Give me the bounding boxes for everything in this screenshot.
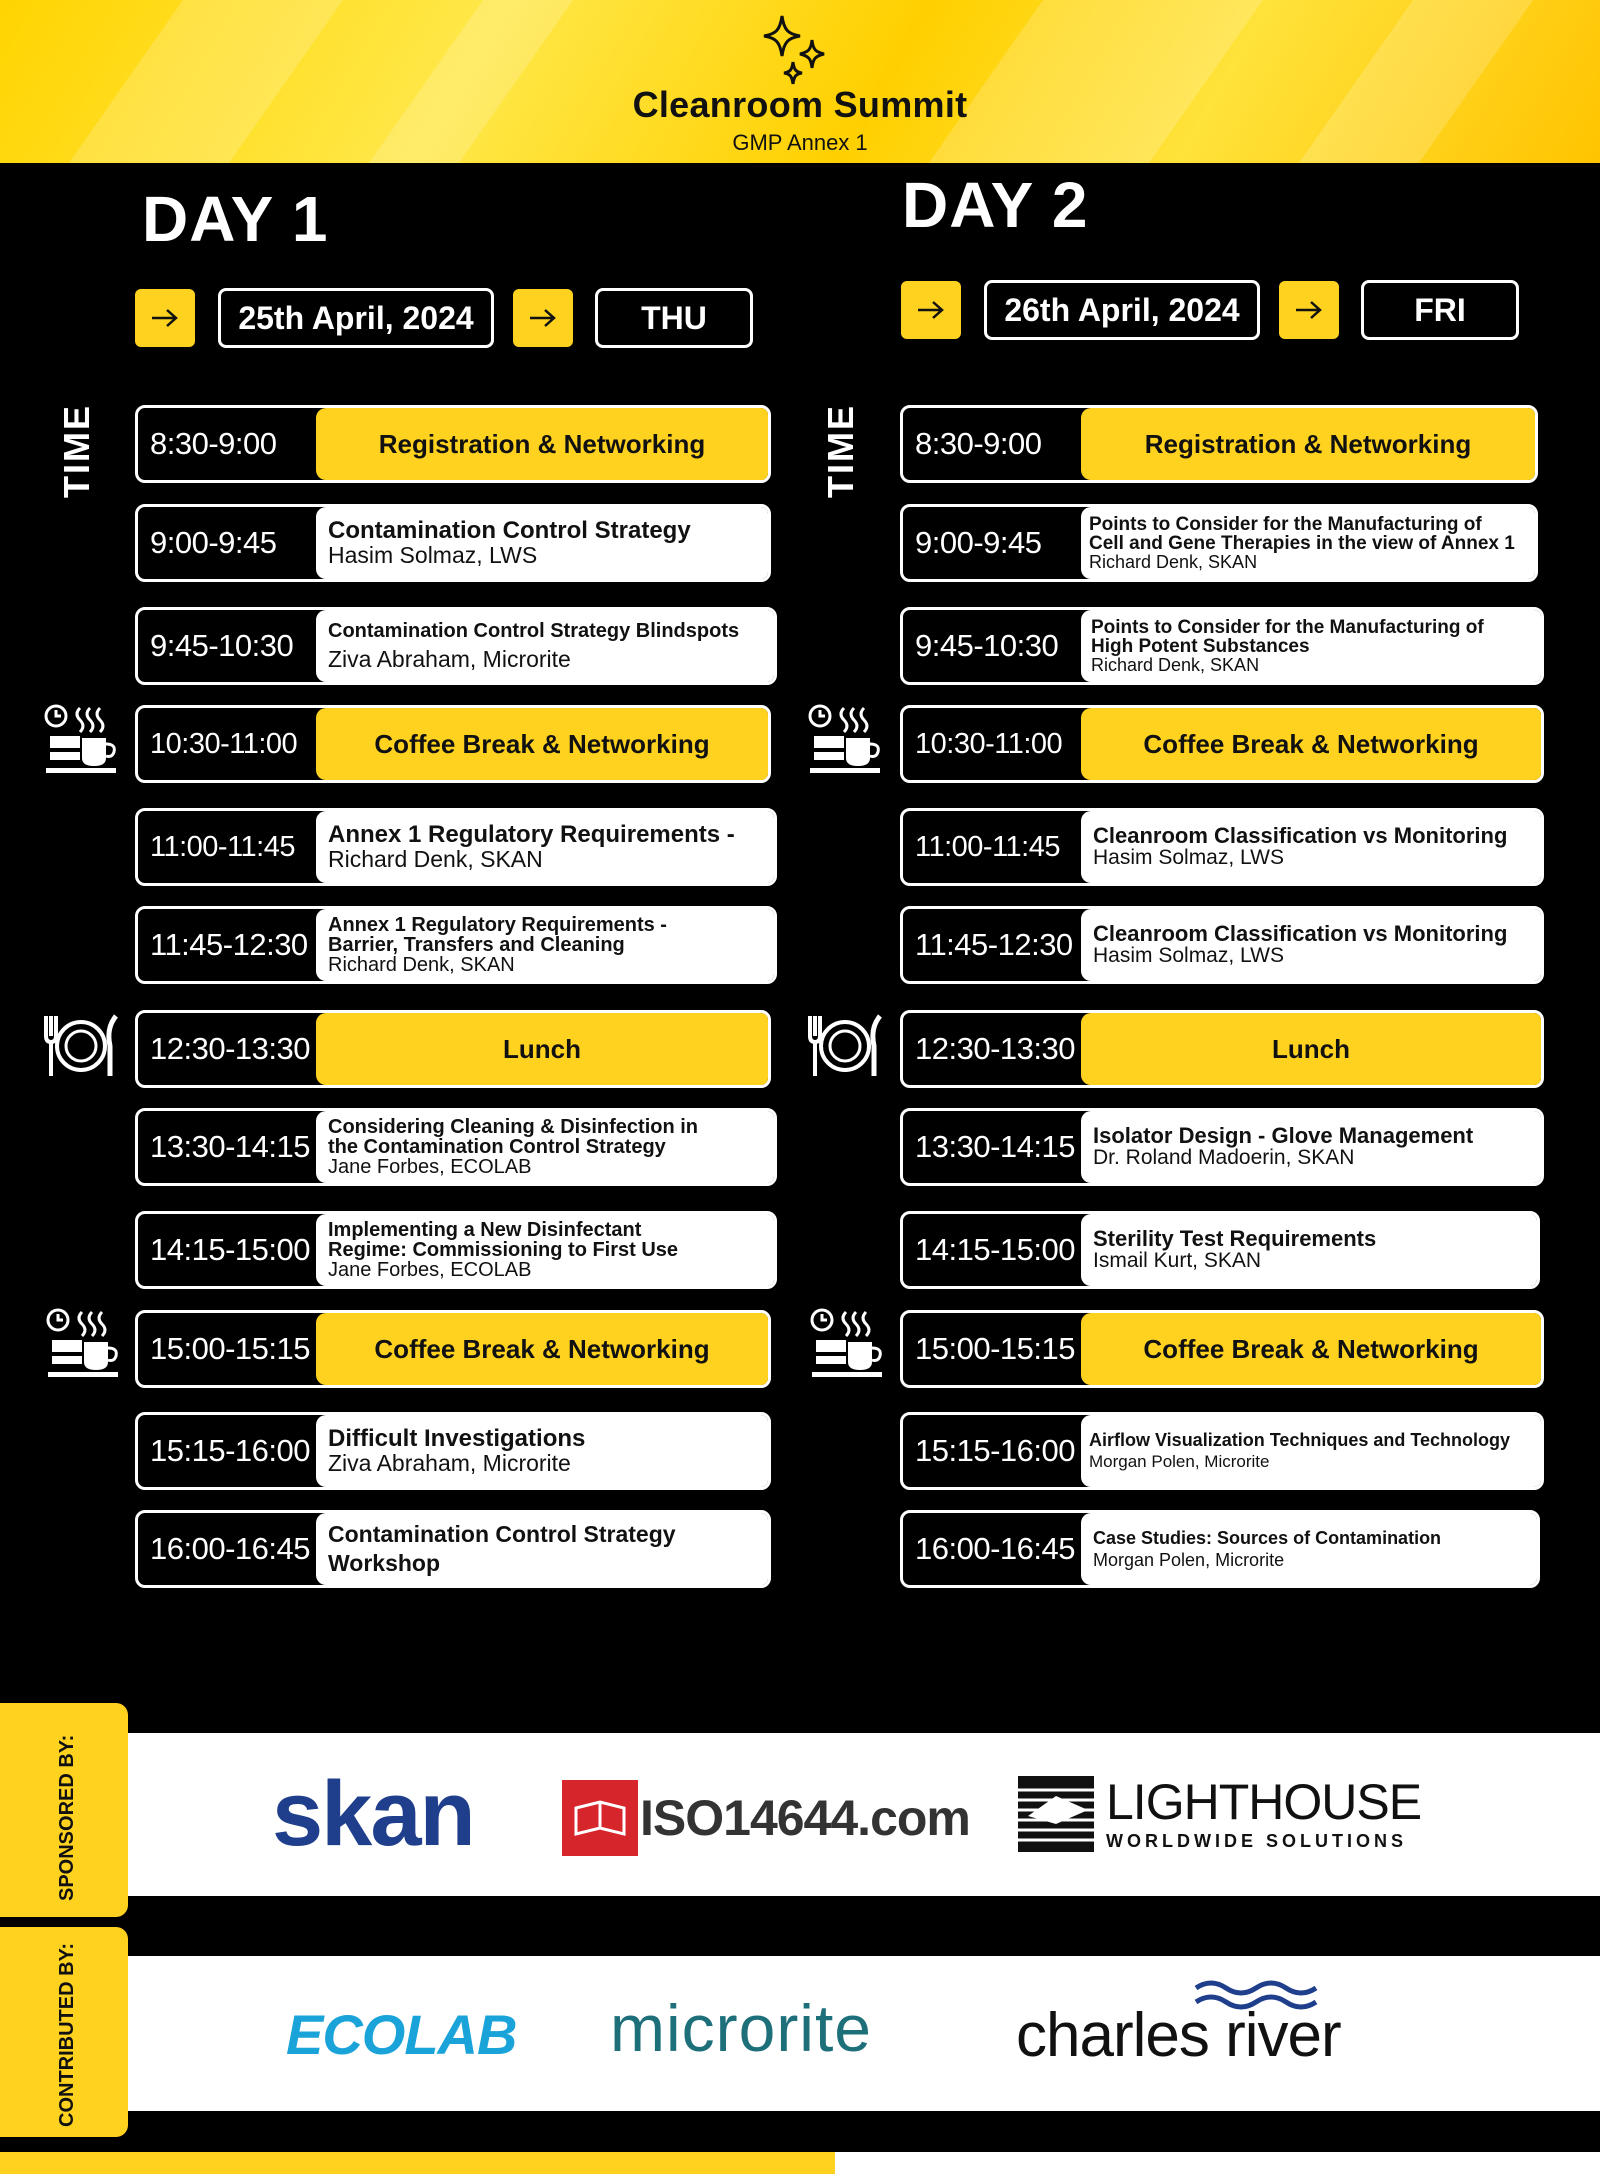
session-row: [900, 1310, 1544, 1388]
session-title: Lunch: [503, 1034, 581, 1064]
lighthouse-subtext: WORLDWIDE SOLUTIONS: [1106, 1830, 1407, 1851]
session-time: 9:00-9:45: [150, 525, 277, 560]
session-row: [135, 1211, 777, 1289]
session-title: Considering Cleaning & Disinfection in: [328, 1115, 699, 1138]
session-row: [135, 705, 771, 783]
session-row: [135, 1310, 771, 1388]
session-row: [135, 1510, 771, 1588]
lighthouse-text: LIGHTHOUSE: [1106, 1773, 1422, 1830]
coffee-icon: [44, 1306, 120, 1382]
session-time: 9:45-10:30: [150, 628, 294, 663]
sponsored-label: SPONSORED BY:: [56, 1734, 78, 1901]
session-title: Coffee Break & Networking: [374, 729, 710, 759]
session-time: 12:30-13:30: [150, 1031, 310, 1066]
session-speaker: Hasim Solmaz, LWS: [1093, 943, 1284, 967]
session-time: 15:00-15:15: [915, 1331, 1075, 1366]
session-title: Points to Consider for the Manufacturing of: [1089, 513, 1482, 535]
bottom-white-bar: [835, 2152, 1600, 2174]
iso14644-logo: [562, 1780, 970, 1856]
cutlery-icon: [804, 1010, 886, 1082]
session-title: Cleanroom Classification vs Monitoring: [1093, 822, 1508, 848]
session-title-line-2: Workshop: [328, 1550, 441, 1576]
session-time: 13:30-14:15: [915, 1129, 1075, 1164]
session-speaker: Morgan Polen, Microrite: [1093, 1549, 1285, 1570]
session-row: [900, 1510, 1540, 1588]
session-row: [900, 705, 1544, 783]
session-time: 10:30-11:00: [150, 727, 298, 760]
session-row: [900, 906, 1544, 984]
day-2-title: DAY 2: [902, 169, 1089, 241]
session-title: Cleanroom Classification vs Monitoring: [1093, 920, 1508, 946]
session-row: [135, 504, 771, 582]
session-title-line-2: Barrier, Transfers and Cleaning: [328, 933, 625, 956]
skan-logo: skan: [272, 1763, 474, 1865]
session-time: 12:30-13:30: [915, 1031, 1075, 1066]
session-row: [900, 405, 1538, 483]
arrow-right-icon: [135, 289, 195, 347]
session-title: Contamination Control Strategy: [328, 516, 691, 544]
session-row: [135, 808, 777, 886]
session-speaker: Richard Denk, SKAN: [1091, 654, 1260, 675]
session-speaker: Richard Denk, SKAN: [328, 845, 543, 872]
day-1-weekday: THU: [595, 288, 753, 348]
session-title: Airflow Visualization Techniques and Technology: [1089, 1430, 1511, 1451]
session-speaker: Ziva Abraham, Microrite: [328, 645, 571, 672]
session-title: Lunch: [1272, 1034, 1350, 1064]
session-title: Annex 1 Regulatory Requirements -: [328, 820, 735, 848]
session-time: 9:45-10:30: [915, 628, 1059, 663]
ecolab-logo: ECOLAB: [286, 2003, 517, 2066]
session-title: Sterility Test Requirements: [1093, 1225, 1377, 1251]
time-label: TIME: [56, 404, 97, 498]
session-title: Contamination Control Strategy Blindspots: [328, 619, 740, 642]
session-time: 15:15-16:00: [150, 1433, 310, 1468]
day-1-date: 25th April, 2024: [218, 288, 494, 348]
cutlery-icon: [40, 1010, 122, 1082]
arrow-right-icon: [901, 281, 961, 339]
session-time: 14:15-15:00: [150, 1232, 310, 1267]
session-row: [135, 607, 777, 685]
coffee-icon: [808, 1306, 884, 1382]
iso14644-text: ISO14644.com: [640, 1790, 970, 1846]
session-row: [135, 906, 777, 984]
sparkle-icon: [760, 10, 840, 88]
session-title: Annex 1 Regulatory Requirements -: [328, 913, 667, 936]
session-row: [900, 1010, 1544, 1088]
session-speaker: Hasim Solmaz, LWS: [1093, 845, 1284, 869]
event-subtitle: GMP Annex 1: [732, 130, 868, 155]
session-title: Isolator Design - Glove Management: [1093, 1122, 1474, 1148]
session-row: [900, 1108, 1544, 1186]
session-speaker: Morgan Polen, Microrite: [1089, 1452, 1270, 1472]
session-row: [135, 1412, 771, 1490]
session-time: 15:00-15:15: [150, 1331, 310, 1366]
session-row: [900, 808, 1544, 886]
session-row: [135, 405, 771, 483]
arrow-right-icon: [513, 289, 573, 347]
header-banner: [0, 0, 1600, 163]
day-1-title: DAY 1: [142, 183, 329, 255]
iso-book-icon: [562, 1780, 638, 1856]
bottom-accent-bar: [0, 2152, 835, 2174]
charles-river-logo: [1016, 1976, 1341, 2071]
contributed-tab: [0, 1927, 128, 2137]
session-title-line-2: Cell and Gene Therapies in the view of Annex 1: [1089, 532, 1515, 554]
sponsored-tab: [0, 1703, 128, 1917]
session-time: 11:00-11:45: [150, 830, 295, 863]
session-time: 9:00-9:45: [915, 525, 1042, 560]
event-title: Cleanroom Summit: [632, 84, 968, 125]
session-time: 11:45-12:30: [150, 927, 308, 962]
microrite-logo: microrite: [610, 1991, 873, 2065]
session-time: 11:45-12:30: [915, 927, 1073, 962]
session-title: Coffee Break & Networking: [1143, 729, 1479, 759]
session-row: [900, 607, 1544, 685]
session-time: 16:00-16:45: [150, 1531, 310, 1566]
session-time: 10:30-11:00: [915, 727, 1063, 760]
time-label: TIME: [820, 404, 861, 498]
session-speaker: Jane Forbes, ECOLAB: [328, 1155, 532, 1178]
coffee-icon: [42, 702, 118, 778]
coffee-icon: [806, 702, 882, 778]
session-row: [135, 1108, 777, 1186]
session-time: 8:30-9:00: [915, 426, 1042, 461]
session-title-line-2: the Contamination Control Strategy: [328, 1135, 666, 1158]
session-row: [900, 1412, 1544, 1490]
session-time: 16:00-16:45: [915, 1531, 1075, 1566]
session-title: Registration & Networking: [1144, 429, 1472, 459]
session-speaker: Ismail Kurt, SKAN: [1093, 1248, 1262, 1272]
session-speaker: Richard Denk, SKAN: [1089, 551, 1258, 572]
session-time: 15:15-16:00: [915, 1433, 1075, 1468]
session-time: 14:15-15:00: [915, 1232, 1075, 1267]
session-title-line-2: Regime: Commissioning to First Use: [328, 1238, 679, 1261]
contributed-label: CONTRIBUTED BY:: [56, 1942, 78, 2127]
session-time: 11:00-11:45: [915, 830, 1060, 863]
session-title: Case Studies: Sources of Contamination: [1093, 1527, 1442, 1548]
session-title: Coffee Break & Networking: [374, 1334, 710, 1364]
lighthouse-logo: [1018, 1773, 1422, 1852]
session-title: Contamination Control Strategy: [328, 1521, 676, 1547]
day-2-weekday: FRI: [1361, 280, 1519, 340]
session-speaker: Dr. Roland Madoerin, SKAN: [1093, 1145, 1355, 1169]
wave-icon: [1192, 1976, 1322, 2010]
session-row: [900, 1211, 1540, 1289]
session-title: Difficult Investigations: [328, 1424, 586, 1452]
session-speaker: Jane Forbes, ECOLAB: [328, 1258, 532, 1281]
session-speaker: Ziva Abraham, Microrite: [328, 1449, 571, 1476]
session-title: Coffee Break & Networking: [1143, 1334, 1479, 1364]
session-row: [900, 504, 1538, 582]
session-row: [135, 1010, 771, 1088]
session-title: Registration & Networking: [378, 429, 706, 459]
lighthouse-emblem-icon: [1018, 1776, 1094, 1852]
session-time: 8:30-9:00: [150, 426, 277, 461]
session-title: Implementing a New Disinfectant: [328, 1218, 642, 1241]
session-title: Points to Consider for the Manufacturing of: [1091, 616, 1484, 638]
day-2-date: 26th April, 2024: [984, 280, 1260, 340]
session-speaker: Hasim Solmaz, LWS: [328, 541, 538, 568]
charles-river-text: charles river: [1016, 2001, 1341, 2070]
session-title-line-2: High Potent Substances: [1091, 635, 1310, 657]
session-speaker: Richard Denk, SKAN: [328, 953, 515, 976]
arrow-right-icon: [1279, 281, 1339, 339]
session-time: 13:30-14:15: [150, 1129, 310, 1164]
